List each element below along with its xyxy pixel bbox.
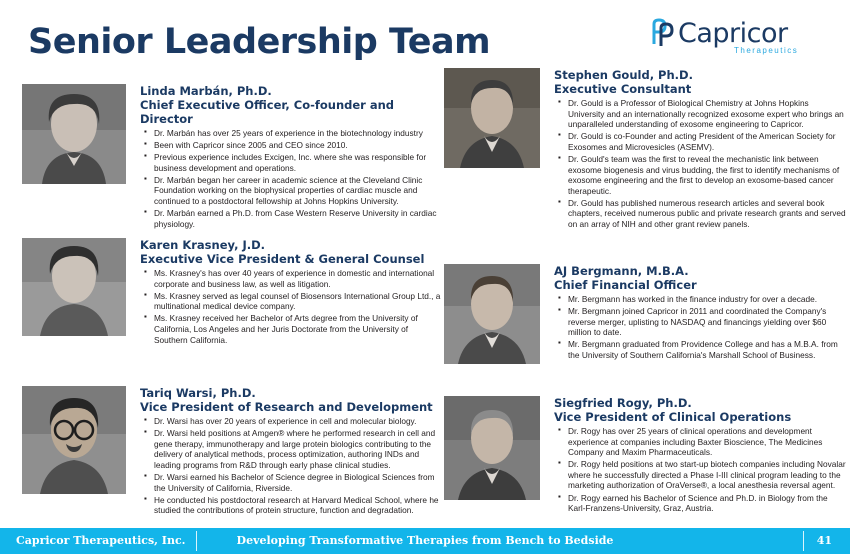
- portrait-photo: [444, 264, 540, 364]
- bio-bullets: [140, 416, 442, 516]
- footer-bar: [0, 528, 850, 554]
- page-title: Senior Leadership Team: [28, 22, 491, 62]
- bio-bullet: ▪ Dr. Rogy has over 25 years of clinical operations and development experience at companies including Baxter Bioscience, The Medicines Company and Maxim Pharmaceuticals.: [568, 426, 846, 458]
- avatar: [444, 68, 540, 168]
- bio-name: Stephen Gould, Ph.D.: [554, 68, 693, 82]
- bio-role: Vice President of Clinical Operations: [554, 410, 792, 424]
- page-number: 41: [816, 534, 832, 547]
- portrait-photo: [22, 84, 126, 184]
- bio-bullets: [140, 268, 442, 345]
- bio-bullet: ▪ Dr. Marbán earned a Ph.D. from Case Western Reserve University in cardiac physiology.: [154, 208, 442, 229]
- bio-bullet: ▪ Dr. Gould has published numerous research articles and several book chapters, received numerous public and private research grants and served on an array of NIH and other grant review panels.: [568, 198, 846, 230]
- portrait-photo: [22, 238, 126, 336]
- footer-divider: [803, 531, 804, 551]
- bio-bullet: ▪ Dr. Gould is co-Founder and acting President of the American Society for Exosomes and Microvesicles (ASEMV).: [568, 131, 846, 152]
- bio-name: Linda Marbán, Ph.D.: [140, 84, 272, 98]
- capricor-logo: [648, 18, 828, 62]
- bio-bullet: ▪ Been with Capricor since 2005 and CEO since 2010.: [154, 140, 442, 151]
- bio-bullet: ▪ Dr. Gould is a Professor of Biological Chemistry at Johns Hopkins University and an internationally recognized exosome expert who brings an unparalleled understanding of exosome engineering to Capricor.: [568, 98, 846, 130]
- bio-role: Executive Vice President & General Counsel: [140, 252, 425, 266]
- bio-bullet: ▪ Dr. Gould's team was the first to reveal the mechanistic link between exosome biogenesis and virus budding, the first to identify mechanisms of exosome engineering and the first to develop an exosome-based cancer therapeutic.: [568, 154, 846, 196]
- bio-bullet: ▪ Mr. Bergmann joined Capricor in 2011 and coordinated the Company's reverse merger, uplisting to NASDAQ and financings yielding over $60 million to date.: [568, 306, 846, 338]
- bio-bullets: [140, 128, 442, 229]
- bio-bullet: ▪ Mr. Bergmann graduated from Providence College and has a M.B.A. from the University of Southern California's Marshall School of Business.: [568, 339, 846, 360]
- portrait-photo: [444, 68, 540, 168]
- logo-tagline: Therapeutics: [734, 46, 799, 55]
- bio-role: Chief Executive Officer, Co-founder and Director: [140, 98, 395, 126]
- logo-wordmark: Capricor: [678, 18, 788, 49]
- portrait-photo: [444, 396, 540, 500]
- bio-role: Executive Consultant: [554, 82, 692, 96]
- bio-bullet: ▪ Ms. Krasney served as legal counsel of Biosensors International Group Ltd., a multinational medical device company.: [154, 291, 442, 312]
- bio-bullet: ▪ Dr. Warsi held positions at Amgen® where he performed research in cell and gene therapy, immunotherapy and large protein biologics contributing to the delivery of analytical methods, process optimization, authoring INDs and leading programs from R&D through early phase clinical studies.: [154, 428, 442, 470]
- bio-role: Vice President of Research and Development: [140, 400, 433, 414]
- avatar: [444, 396, 540, 500]
- portrait-photo: [22, 386, 126, 494]
- bio-bullet: ▪ Dr. Warsi earned his Bachelor of Science degree in Biological Sciences from the University of California, Riverside.: [154, 472, 442, 493]
- bio-bullet: ▪ Mr. Bergmann has worked in the finance industry for over a decade.: [568, 294, 846, 305]
- bio-bullet: ▪ Ms. Krasney's has over 40 years of experience in domestic and international corporate and business law, as well as litigation.: [154, 268, 442, 289]
- bio-bullet: ▪ Dr. Marbán began her career in academic science at the Cleveland Clinic Foundation working on the biophysical properties of cardiac muscle and continued to a postdoctoral fellowship at Johns Hopkins University.: [154, 175, 442, 207]
- bio-role: Chief Financial Officer: [554, 278, 697, 292]
- avatar: [444, 264, 540, 364]
- bio-bullet: ▪ He conducted his postdoctoral research at Harvard Medical School, where he studied the contributions of protein structure, function and degradation.: [154, 495, 442, 516]
- avatar: [22, 238, 126, 336]
- bio-bullet: ▪ Ms. Krasney received her Bachelor of Arts degree from the University of California, Los Angeles and her Juris Doctorate from the University of Southern California.: [154, 313, 442, 345]
- bio-name: Karen Krasney, J.D.: [140, 238, 266, 252]
- bio-bullet: ▪ Previous experience includes Excigen, Inc. where she was responsible for business development and operations.: [154, 152, 442, 173]
- bio-bullets: [554, 426, 846, 514]
- bio-bullet: ▪ Dr. Marbán has over 25 years of experience in the biotechnology industry: [154, 128, 442, 139]
- bio-name: Tariq Warsi, Ph.D.: [140, 386, 256, 400]
- bio-bullet: ▪ Dr. Rogy held positions at two start-up biotech companies including Novalar where he successfully directed a Phase I-III clinical program leading to the marketing authorization of OraVerse®, a local anesthesia reversal agent.: [568, 459, 846, 491]
- bio-bullets: [554, 98, 846, 230]
- footer-tagline: Developing Transformative Therapies from Bench to Bedside: [236, 534, 614, 547]
- bio-name: AJ Bergmann, M.B.A.: [554, 264, 689, 278]
- bio-bullet: ▪ Dr. Warsi has over 20 years of experience in cell and molecular biology.: [154, 416, 442, 427]
- avatar: [22, 84, 126, 184]
- footer-company-name: Capricor Therapeutics, Inc.: [16, 534, 186, 547]
- bio-bullets: [554, 294, 846, 361]
- avatar: [22, 386, 126, 494]
- bio-bullet: ▪ Dr. Rogy earned his Bachelor of Science and Ph.D. in Biology from the Karl-Franzens-University, Graz, Austria.: [568, 493, 846, 514]
- bio-name: Siegfried Rogy, Ph.D.: [554, 396, 692, 410]
- logo-mark-icon: [648, 18, 676, 48]
